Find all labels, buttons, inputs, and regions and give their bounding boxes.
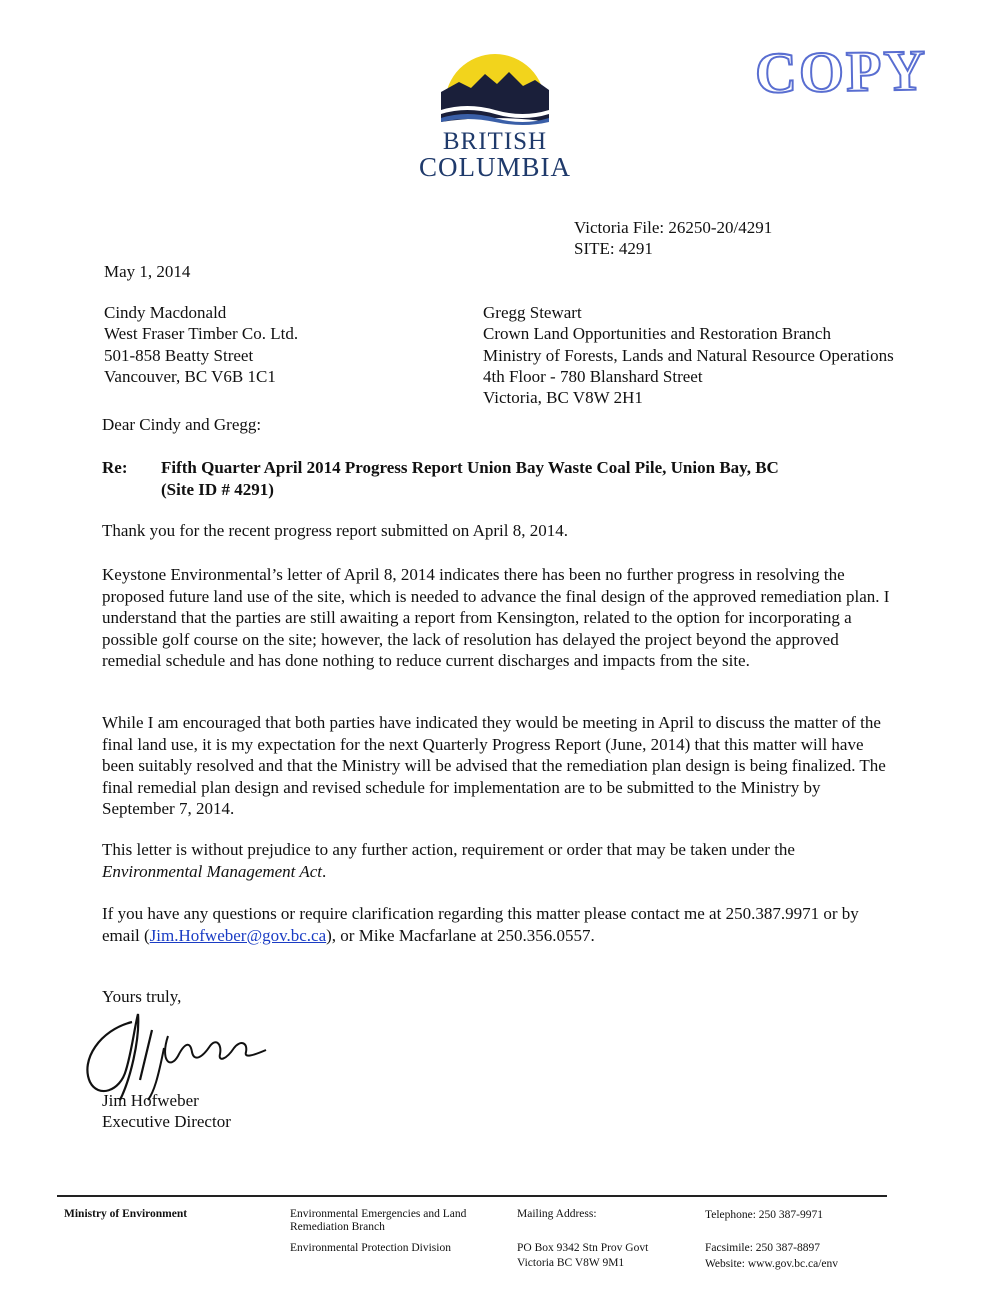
footer-rule — [57, 1195, 887, 1197]
paragraph-5-end: ), or Mike Macfarlane at 250.356.0557. — [326, 925, 595, 945]
recipient-right-branch: Crown Land Opportunities and Restoration Branch — [483, 324, 831, 343]
paragraph-4-end: . — [322, 861, 327, 881]
footer-website[interactable]: Website: www.gov.bc.ca/env — [705, 1258, 838, 1270]
paragraph-3: While I am encouraged that both parties have indicated they would be meeting in April to discuss the matter of the final land use, it is my expectation for the next Quarterly Progress Report (June, 2014) that this matter will have been suitably resolved and that the Ministry will be advised that the remediation plan design is being finalized. The final remedial plan design and revised schedule for implementation are to be submitted to the Ministry by September 7, 2014. — [102, 713, 886, 818]
act-name: Environmental Management Act — [102, 861, 323, 881]
recipient-right-name: Gregg Stewart — [483, 303, 582, 322]
subject-line-2: (Site ID # 4291) — [161, 480, 274, 499]
logo-text-british: BRITISH — [442, 128, 548, 155]
recipient-left-company: West Fraser Timber Co. Ltd. — [104, 324, 299, 343]
footer-mailing-2: Victoria BC V8W 9M1 — [517, 1257, 625, 1269]
footer-mailing-1: PO Box 9342 Stn Prov Govt — [517, 1242, 649, 1254]
footer-branch-2: Remediation Branch — [290, 1221, 385, 1233]
letter-date: May 1, 2014 — [104, 262, 191, 281]
footer-facsimile: Facsimile: 250 387-8897 — [705, 1242, 820, 1254]
recipient-right-street: 4th Floor - 780 Blanshard Street — [483, 367, 703, 386]
signer-title: Executive Director — [102, 1112, 231, 1131]
recipient-left-name: Cindy Macdonald — [104, 303, 227, 322]
paragraph-4 — [102, 839, 892, 882]
recipient-left-city: Vancouver, BC V6B 1C1 — [104, 367, 276, 386]
footer-branch-1: Environmental Emergencies and Land — [290, 1208, 467, 1220]
recipient-right-city: Victoria, BC V8W 2H1 — [483, 388, 643, 407]
bc-logo-icon — [437, 48, 553, 128]
footer-division: Environmental Protection Division — [290, 1242, 451, 1254]
subject-line-1: Fifth Quarter April 2014 Progress Report Union Bay Waste Coal Pile, Union Bay, BC — [161, 458, 779, 477]
closing: Yours truly, — [102, 987, 182, 1006]
footer-telephone: Telephone: 250 387-9971 — [705, 1209, 824, 1221]
paragraph-2: Keystone Environmental’s letter of April 8, 2014 indicates there has been no further progress in resolving the proposed future land use of the site, which is needed to advance the final design of the approved remediation plan. I understand that the parties are still awaiting a report from Kensington, related to the option for incorporating a possible golf course on the site; however, the lack of resolution has delayed the project beyond the approved remedial schedule and has done nothing to reduce current discharges and impacts from the site. — [102, 565, 890, 670]
email-link[interactable]: Jim.Hofweber@gov.bc.ca — [149, 925, 327, 945]
paragraph-4-text: This letter is without prejudice to any further action, requirement or order that may be taken under the — [102, 840, 795, 859]
footer-ministry: Ministry of Environment — [64, 1208, 188, 1220]
copy-stamp: COPY — [754, 37, 928, 106]
victoria-file: Victoria File: 26250-20/4291 — [574, 218, 773, 237]
recipient-left-street: 501-858 Beatty Street — [104, 346, 254, 365]
paragraph-1: Thank you for the recent progress report submitted on April 8, 2014. — [102, 521, 568, 540]
site-number: SITE: 4291 — [574, 239, 653, 258]
logo-text-columbia: COLUMBIA — [418, 152, 571, 182]
paragraph-5-text: If you have any questions or require clarification regarding this matter please contact me at 250.387.9971 or by email ( — [102, 904, 859, 945]
paragraph-5 — [102, 903, 892, 946]
subject-label: Re: — [102, 458, 128, 477]
recipient-right-ministry: Ministry of Forests, Lands and Natural Resource Operations — [483, 346, 894, 365]
footer-mailing-label: Mailing Address: — [517, 1208, 597, 1220]
salutation: Dear Cindy and Gregg: — [102, 415, 262, 434]
signer-name: Jim Hofweber — [102, 1091, 199, 1110]
